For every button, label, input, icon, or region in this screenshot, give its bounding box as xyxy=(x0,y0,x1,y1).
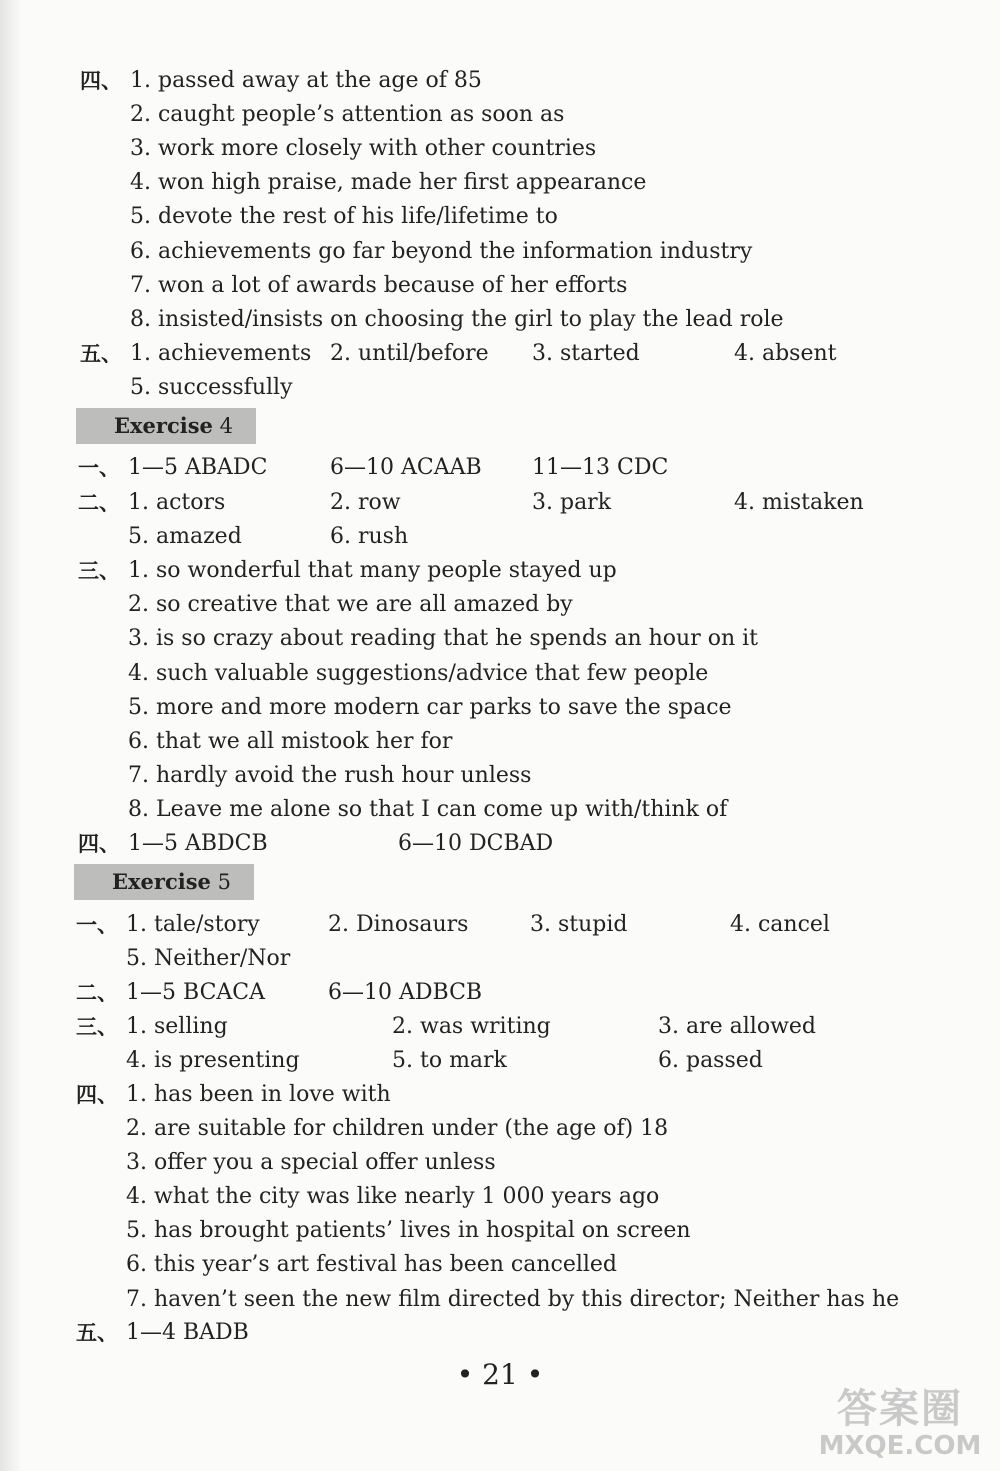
answer-line xyxy=(0,520,1000,554)
answer-line xyxy=(0,942,1000,976)
answer-text: 2. was writing xyxy=(392,1014,551,1039)
answer-text: 3. offer you a special offer unless xyxy=(126,1150,496,1175)
answer-line xyxy=(0,976,1000,1010)
answer-text: 6. that we all mistook her for xyxy=(128,729,453,754)
answer-text: 6. this year’s art festival has been cancelled xyxy=(126,1252,618,1277)
answer-text: 3. are allowed xyxy=(658,1014,816,1039)
answer-text: 1—5 ABDCB xyxy=(128,831,268,856)
answer-text: 2. are suitable for children under (the age of) 18 xyxy=(126,1116,669,1141)
answer-text: 1. so wonderful that many people stayed up xyxy=(128,558,617,583)
answer-text: 7. won a lot of awards because of her efforts xyxy=(130,273,628,298)
answer-line xyxy=(0,554,1000,588)
section-label: 三、 xyxy=(76,1014,118,1039)
section-label: 四、 xyxy=(80,68,122,93)
answer-text: 4. mistaken xyxy=(734,490,864,515)
answer-text: 5. to mark xyxy=(392,1048,507,1073)
answer-text: 5. amazed xyxy=(128,524,242,549)
answer-text: 3. started xyxy=(532,341,640,366)
exercise-title: Exercise xyxy=(112,869,211,894)
answer-text: 4. cancel xyxy=(730,912,830,937)
answer-text: 3. is so crazy about reading that he spends an hour on it xyxy=(128,626,758,651)
answer-text: 6—10 ACAAB xyxy=(330,455,482,480)
answer-text: 2. row xyxy=(330,490,401,515)
answer-text: 4. won high praise, made her first appearance xyxy=(130,170,647,195)
exercise-heading xyxy=(76,408,256,444)
answer-line xyxy=(0,1248,1000,1282)
answer-text: 6—10 DCBAD xyxy=(398,831,554,856)
answer-text: 11—13 CDC xyxy=(532,455,669,480)
section-label: 二、 xyxy=(78,490,120,515)
answer-text: 8. Leave me alone so that I can come up with/think of xyxy=(128,797,728,822)
answer-line xyxy=(0,1010,1000,1044)
answer-text: 1. selling xyxy=(126,1014,228,1039)
answer-line xyxy=(0,622,1000,656)
answer-text: 3. stupid xyxy=(530,912,628,937)
answer-line xyxy=(0,235,1000,269)
answer-text: 7. haven’t seen the new film directed by this director; Neither has he xyxy=(126,1287,900,1312)
answer-text: 5. successfully xyxy=(130,375,293,400)
answer-text: 7. hardly avoid the rush hour unless xyxy=(128,763,532,788)
answer-line xyxy=(0,303,1000,337)
answer-text: 2. until/before xyxy=(330,341,489,366)
page-number: • 21 • xyxy=(456,1358,544,1391)
answer-line xyxy=(0,1146,1000,1180)
answer-text: 5. devote the rest of his life/lifetime to xyxy=(130,204,558,229)
section-label: 四、 xyxy=(78,831,120,856)
answer-line xyxy=(0,337,1000,371)
answer-text: 4. what the city was like nearly 1 000 years ago xyxy=(126,1184,660,1209)
answer-line xyxy=(0,1112,1000,1146)
answer-text: 4. absent xyxy=(734,341,837,366)
answer-line xyxy=(0,200,1000,234)
answer-line xyxy=(0,486,1000,520)
answer-line xyxy=(0,64,1000,98)
answer-text: 3. work more closely with other countries xyxy=(130,136,597,161)
answer-text: 6. rush xyxy=(330,524,409,549)
answer-line xyxy=(0,132,1000,166)
section-label: 一、 xyxy=(78,455,120,480)
watermark-url: MXQE.COM xyxy=(818,1431,982,1461)
answer-text: 4. is presenting xyxy=(126,1048,300,1073)
section-label: 二、 xyxy=(76,980,118,1005)
answer-text: 1—5 BCACA xyxy=(126,980,266,1005)
exercise-number: 5 xyxy=(217,870,231,894)
answer-text: 1. has been in love with xyxy=(126,1082,391,1107)
section-label: 五、 xyxy=(76,1320,118,1345)
answer-text: 6—10 ADBCB xyxy=(328,980,483,1005)
answer-text: 6. passed xyxy=(658,1048,763,1073)
answer-line xyxy=(0,725,1000,759)
answer-line xyxy=(0,1214,1000,1248)
answer-text: 2. caught people’s attention as soon as xyxy=(130,102,565,127)
answer-line xyxy=(0,793,1000,827)
answer-text: 6. achievements go far beyond the information industry xyxy=(130,239,753,264)
answer-line xyxy=(0,691,1000,725)
answer-text: 4. such valuable suggestions/advice that few people xyxy=(128,661,709,686)
answer-line xyxy=(0,1044,1000,1078)
answer-line xyxy=(0,759,1000,793)
answer-line xyxy=(0,1078,1000,1112)
watermark xyxy=(810,1387,990,1465)
answer-line xyxy=(0,166,1000,200)
answer-line xyxy=(0,1316,1000,1350)
section-label: 四、 xyxy=(76,1082,118,1107)
answer-text: 1. passed away at the age of 85 xyxy=(130,68,482,93)
exercise-number: 4 xyxy=(219,414,233,438)
answer-line xyxy=(0,588,1000,622)
answer-line xyxy=(0,98,1000,132)
exercise-title: Exercise xyxy=(114,413,213,438)
answer-text: 5. more and more modern car parks to save the space xyxy=(128,695,732,720)
answer-line xyxy=(0,371,1000,405)
answer-line xyxy=(0,1180,1000,1214)
answer-text: 1. achievements xyxy=(130,341,312,366)
answer-text: 3. park xyxy=(532,490,612,515)
watermark-logo-text: 答案圈 xyxy=(837,1386,963,1432)
answer-text: 5. Neither/Nor xyxy=(126,946,291,971)
answer-text: 1. actors xyxy=(128,490,226,515)
answer-line xyxy=(0,1283,1000,1317)
answer-text: 2. Dinosaurs xyxy=(328,912,469,937)
answer-text: 8. insisted/insists on choosing the girl to play the lead role xyxy=(130,307,784,332)
answer-line xyxy=(0,908,1000,942)
answer-text: 5. has brought patients’ lives in hospital on screen xyxy=(126,1218,691,1243)
answer-text: 1—4 BADB xyxy=(126,1320,249,1345)
section-label: 五、 xyxy=(80,341,122,366)
section-label: 三、 xyxy=(78,558,120,583)
answer-text: 1. tale/story xyxy=(126,912,260,937)
exercise-heading xyxy=(74,864,254,900)
answer-text: 2. so creative that we are all amazed by xyxy=(128,592,573,617)
answer-line xyxy=(0,657,1000,691)
section-label: 一、 xyxy=(76,912,118,937)
answer-line xyxy=(0,269,1000,303)
answer-line xyxy=(0,451,1000,485)
answer-text: 1—5 ABADC xyxy=(128,455,268,480)
answer-line xyxy=(0,827,1000,861)
